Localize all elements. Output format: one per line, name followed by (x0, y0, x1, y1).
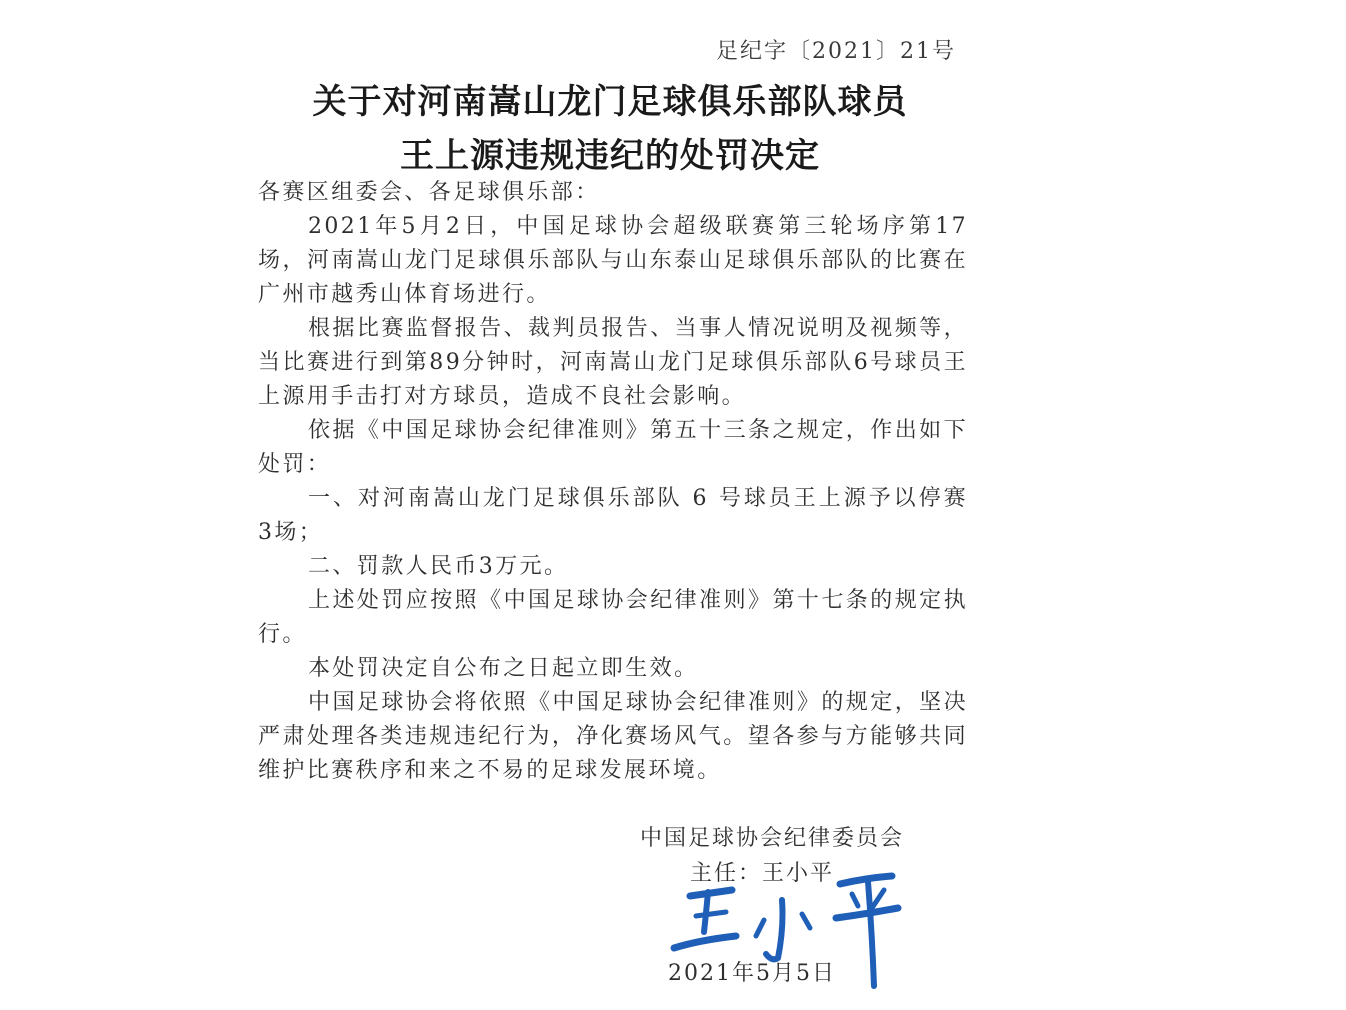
paragraph-execution: 上述处罚应按照《中国足球协会纪律准则》第十七条的规定执行。 (258, 588, 968, 647)
document-title-line-2: 王上源违规违纪的处罚决定 (400, 136, 820, 176)
signature-stroke (836, 908, 898, 918)
signature-stroke (872, 890, 884, 908)
signing-chair: 主任：王小平 (690, 861, 835, 886)
paragraph-incident: 根据比赛监督报告、裁判员报告、当事人情况说明及视频等，当比赛进行到第89分钟时，河南嵩山龙门足球俱乐部队6号球员王上源用手击打对方球员，造成不良社会影响。 (258, 316, 968, 409)
signature-stroke (696, 912, 726, 916)
salutation: 各赛区组委会、各足球俱乐部： (258, 180, 600, 205)
signature-stroke (756, 920, 764, 936)
signature-stroke (868, 882, 874, 986)
signing-organization: 中国足球协会纪律委员会 (640, 826, 905, 851)
document-number: 足纪字〔2021〕21号 (716, 39, 956, 64)
paragraph-closing: 中国足球协会将依照《中国足球协会纪律准则》的规定，坚决严肃处理各类违规违纪行为，净化赛场风气。望各参与方能够共同维护比赛秩序和来之不易的足球发展环境。 (258, 690, 968, 783)
signing-date: 2021年5月5日 (668, 961, 836, 986)
document-title-line-1: 关于对河南嵩山龙门足球俱乐部队球员 (312, 82, 908, 122)
signature-stroke (766, 900, 783, 959)
paragraph-basis: 依据《中国足球协会纪律准则》第五十三条之规定，作出如下处罚： (258, 418, 968, 477)
paragraph-match-info: 2021年5月2日，中国足球协会超级联赛第三轮场序第17场，河南嵩山龙门足球俱乐部队与山东泰山足球俱乐部队的比赛在广州市越秀山体育场进行。 (258, 214, 968, 307)
signature-stroke (852, 894, 858, 906)
penalty-item-suspension: 一、对河南嵩山龙门足球俱乐部队 6 号球员王上源予以停赛3场； (258, 486, 968, 545)
paragraph-effective: 本处罚决定自公布之日起立即生效。 (308, 656, 699, 681)
penalty-item-fine: 二、罚款人民币3万元。 (308, 554, 569, 579)
signature-stroke (690, 890, 732, 896)
signature-stroke (802, 914, 810, 928)
signature-stroke (674, 936, 736, 948)
document-body (258, 176, 968, 788)
